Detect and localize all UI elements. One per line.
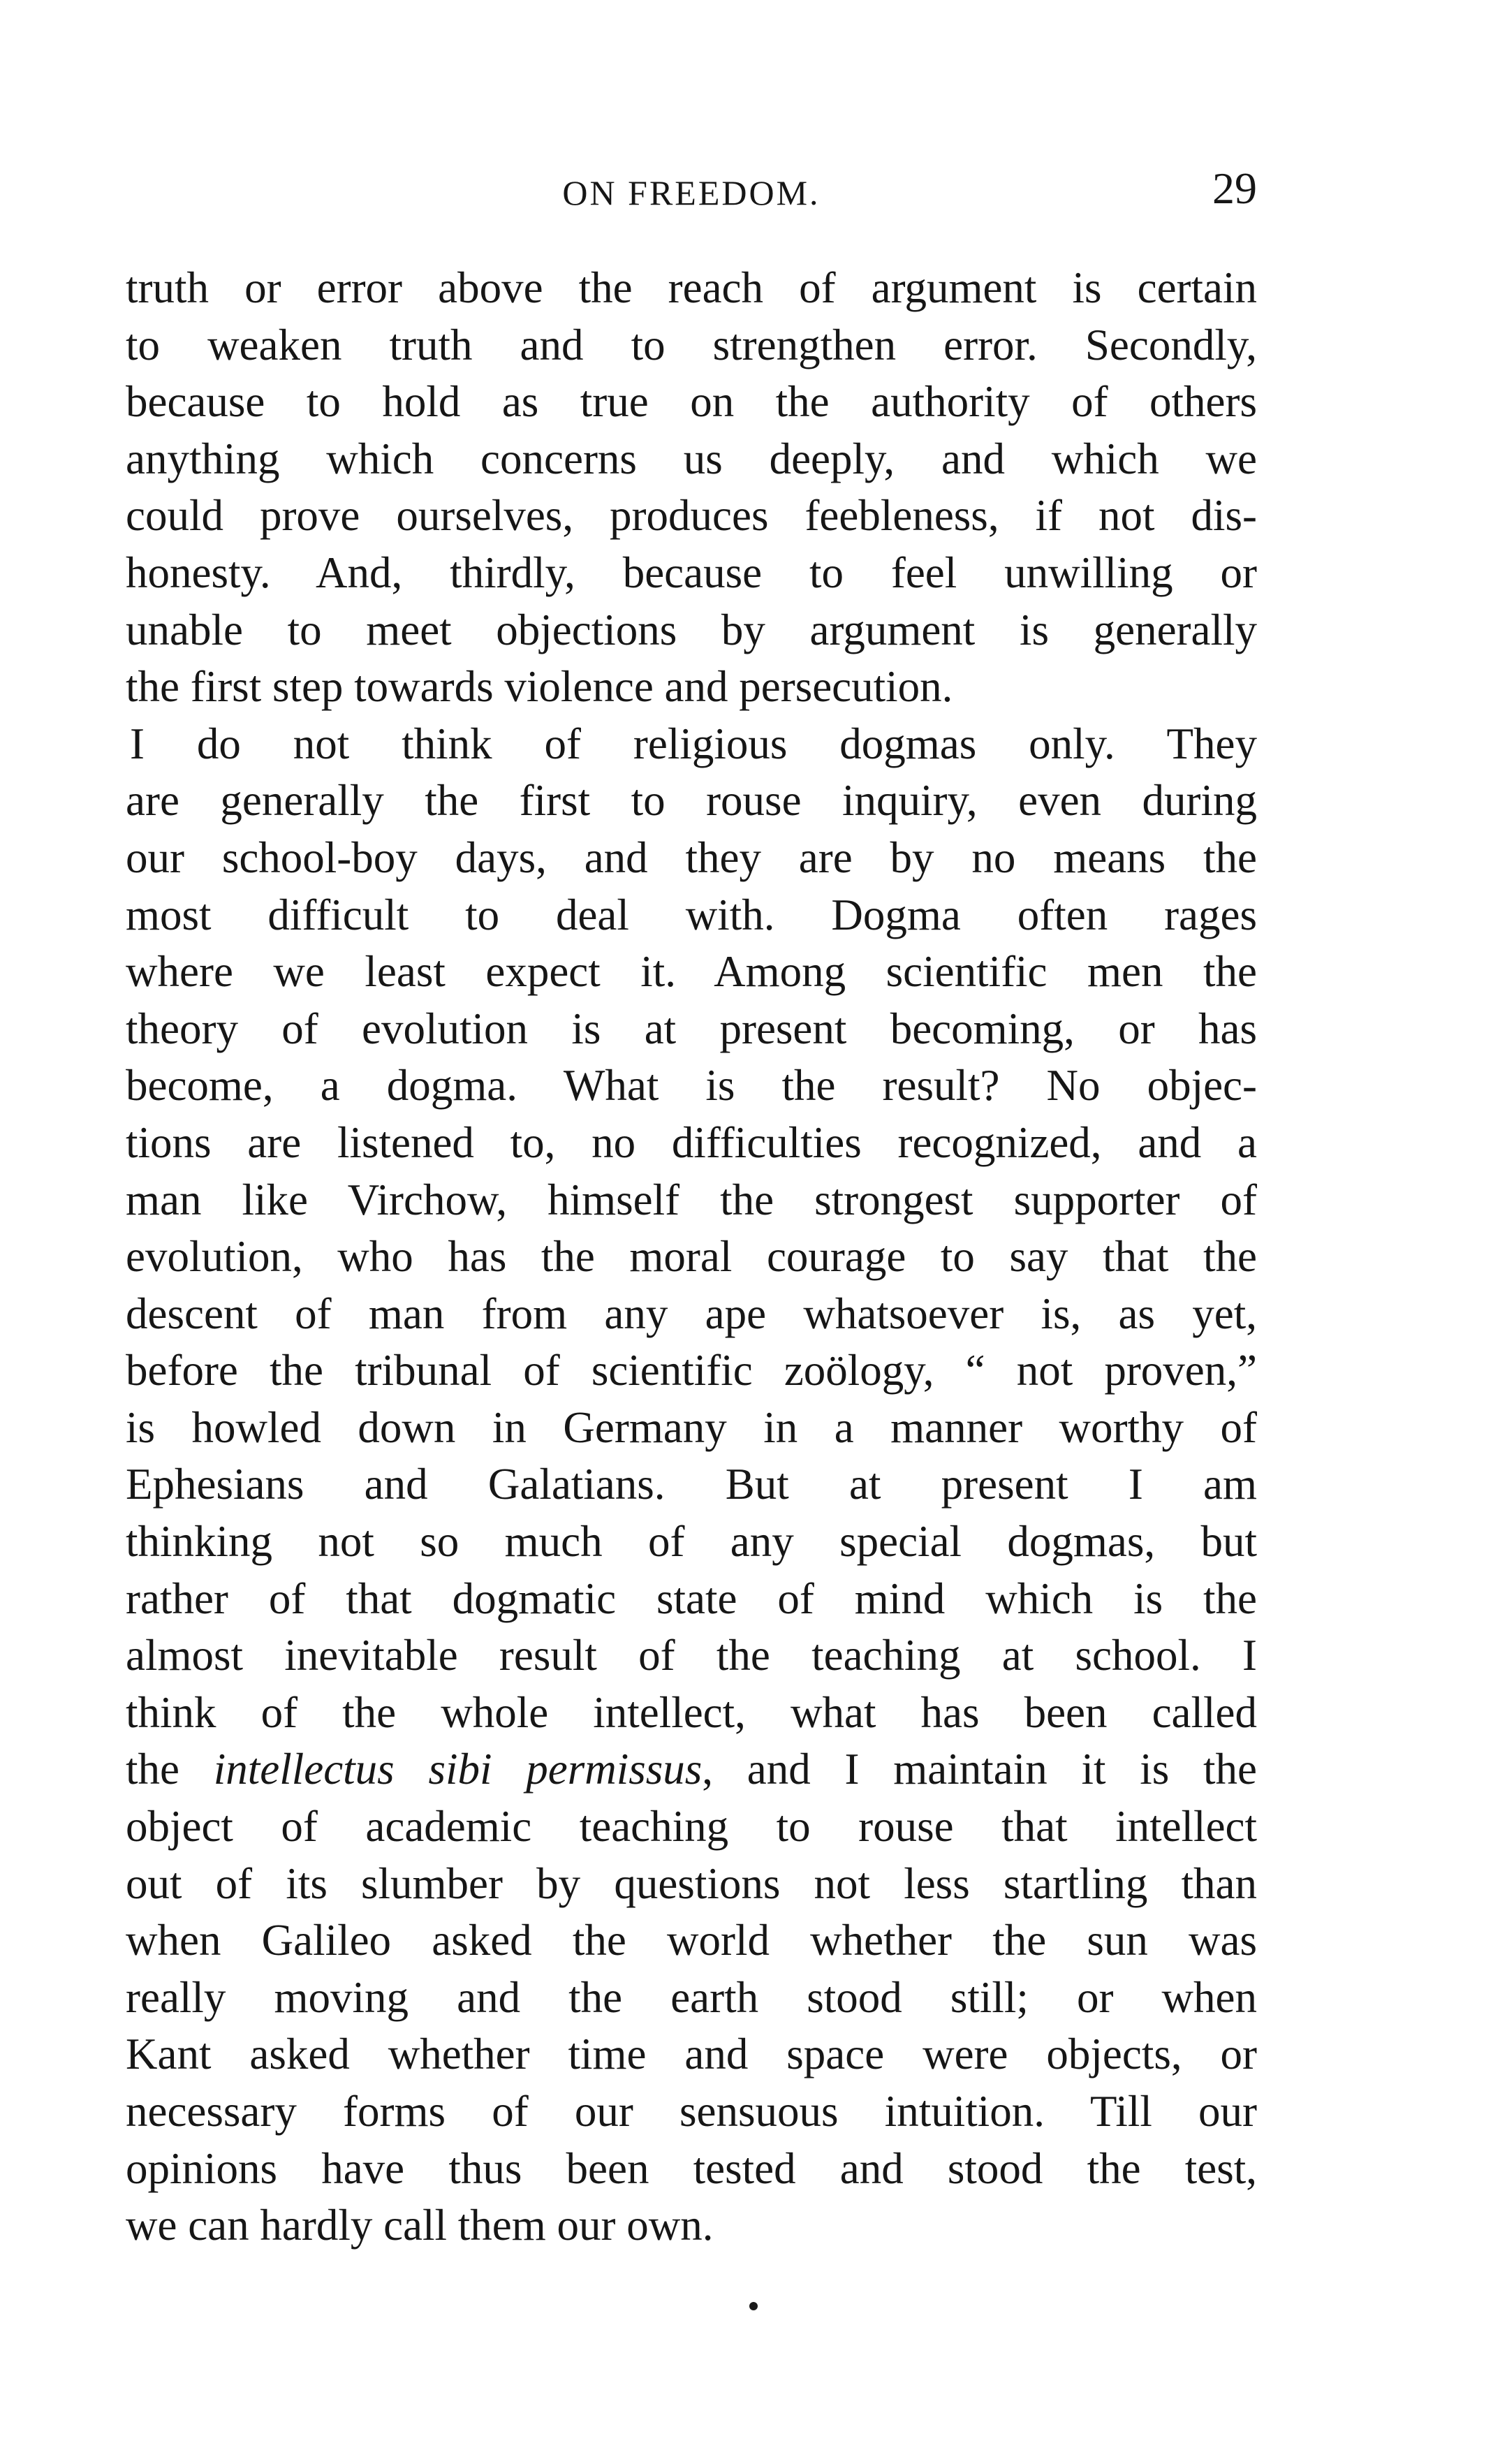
text-line: out of its slumber by questions not less startling than [126,1858,1257,1908]
line-segment: , and I maintain it is the [702,1745,1258,1794]
text-line: Ephesians and Galatians. But at present I am [126,1460,1257,1509]
text-line: are generally the first to rouse inquiry, even during [126,776,1257,826]
text-line: because to hold as true on the authority of others [126,377,1257,427]
text-line: honesty. And, thirdly, because to feel unwilling or [126,548,1257,597]
running-head [126,165,1257,221]
text-line: think of the whole intellect, what has been called [126,1687,1257,1737]
body-text [126,260,1257,2254]
text-line: the first step towards violence and persecution. [126,662,953,712]
text-line: become, a dogma. What is the result? No objec- [126,1061,1257,1110]
text-line: where we least expect it. Among scientific men the [126,947,1257,997]
line-segment: the [126,1745,214,1794]
text-line: to weaken truth and to strengthen error. Secondly, [126,320,1257,369]
text-line: unable to meet objections by argument is generally [126,605,1257,654]
text-line: truth or error above the reach of argument is certain [126,263,1257,312]
text-line-with-italic [126,1741,1257,1798]
text-line: most difficult to deal with. Dogma often rages [126,890,1257,939]
text-line: man like Virchow, himself the strongest supporter of [126,1175,1257,1224]
text-line: is howled down in Germany in a manner worthy of [126,1402,1257,1452]
text-line: opinions have thus been tested and stood the test, [126,2143,1257,2193]
text-line: Kant asked whether time and space were objects, or [126,2030,1257,2079]
text-line: object of academic teaching to rouse that intellect [126,1802,1257,1851]
text-line: anything which concerns us deeply, and which we [126,434,1257,483]
text-line: necessary forms of our sensuous intuition. Till our [126,2087,1257,2136]
text-line: tions are listened to, no difficulties recognized, and a [126,1117,1257,1167]
italic-phrase: intellectus sibi permissus [213,1745,703,1794]
text-line: when Galileo asked the world whether the sun was [126,1916,1257,1965]
text-line: really moving and the earth stood still; or when [126,1972,1257,2022]
page-number: 29 [1212,163,1257,213]
text-line: could prove ourselves, produces feebleness, if not dis- [126,491,1257,541]
text-line: we can hardly call them our own. [126,2201,714,2250]
text-line: descent of man from any ape whatsoever is, as yet, [126,1289,1257,1338]
text-line: theory of evolution is at present becoming, or has [126,1004,1257,1053]
text-line: almost inevitable result of the teaching at school. I [126,1631,1257,1680]
text-line: I do not think of religious dogmas only. They [130,719,1257,768]
text-line: thinking not so much of any special dogmas, but [126,1517,1257,1567]
text-line: evolution, who has the moral courage to say that the [126,1232,1257,1282]
text-line: rather of that dogmatic state of mind which is the [126,1574,1257,1623]
text-line: before the tribunal of scientific zoölogy, “ not proven,” [126,1346,1257,1395]
text-line: our school-boy days, and they are by no means the [126,833,1257,882]
running-title: ON FREEDOM. [562,173,821,212]
printer-mark-dot [749,2302,758,2310]
